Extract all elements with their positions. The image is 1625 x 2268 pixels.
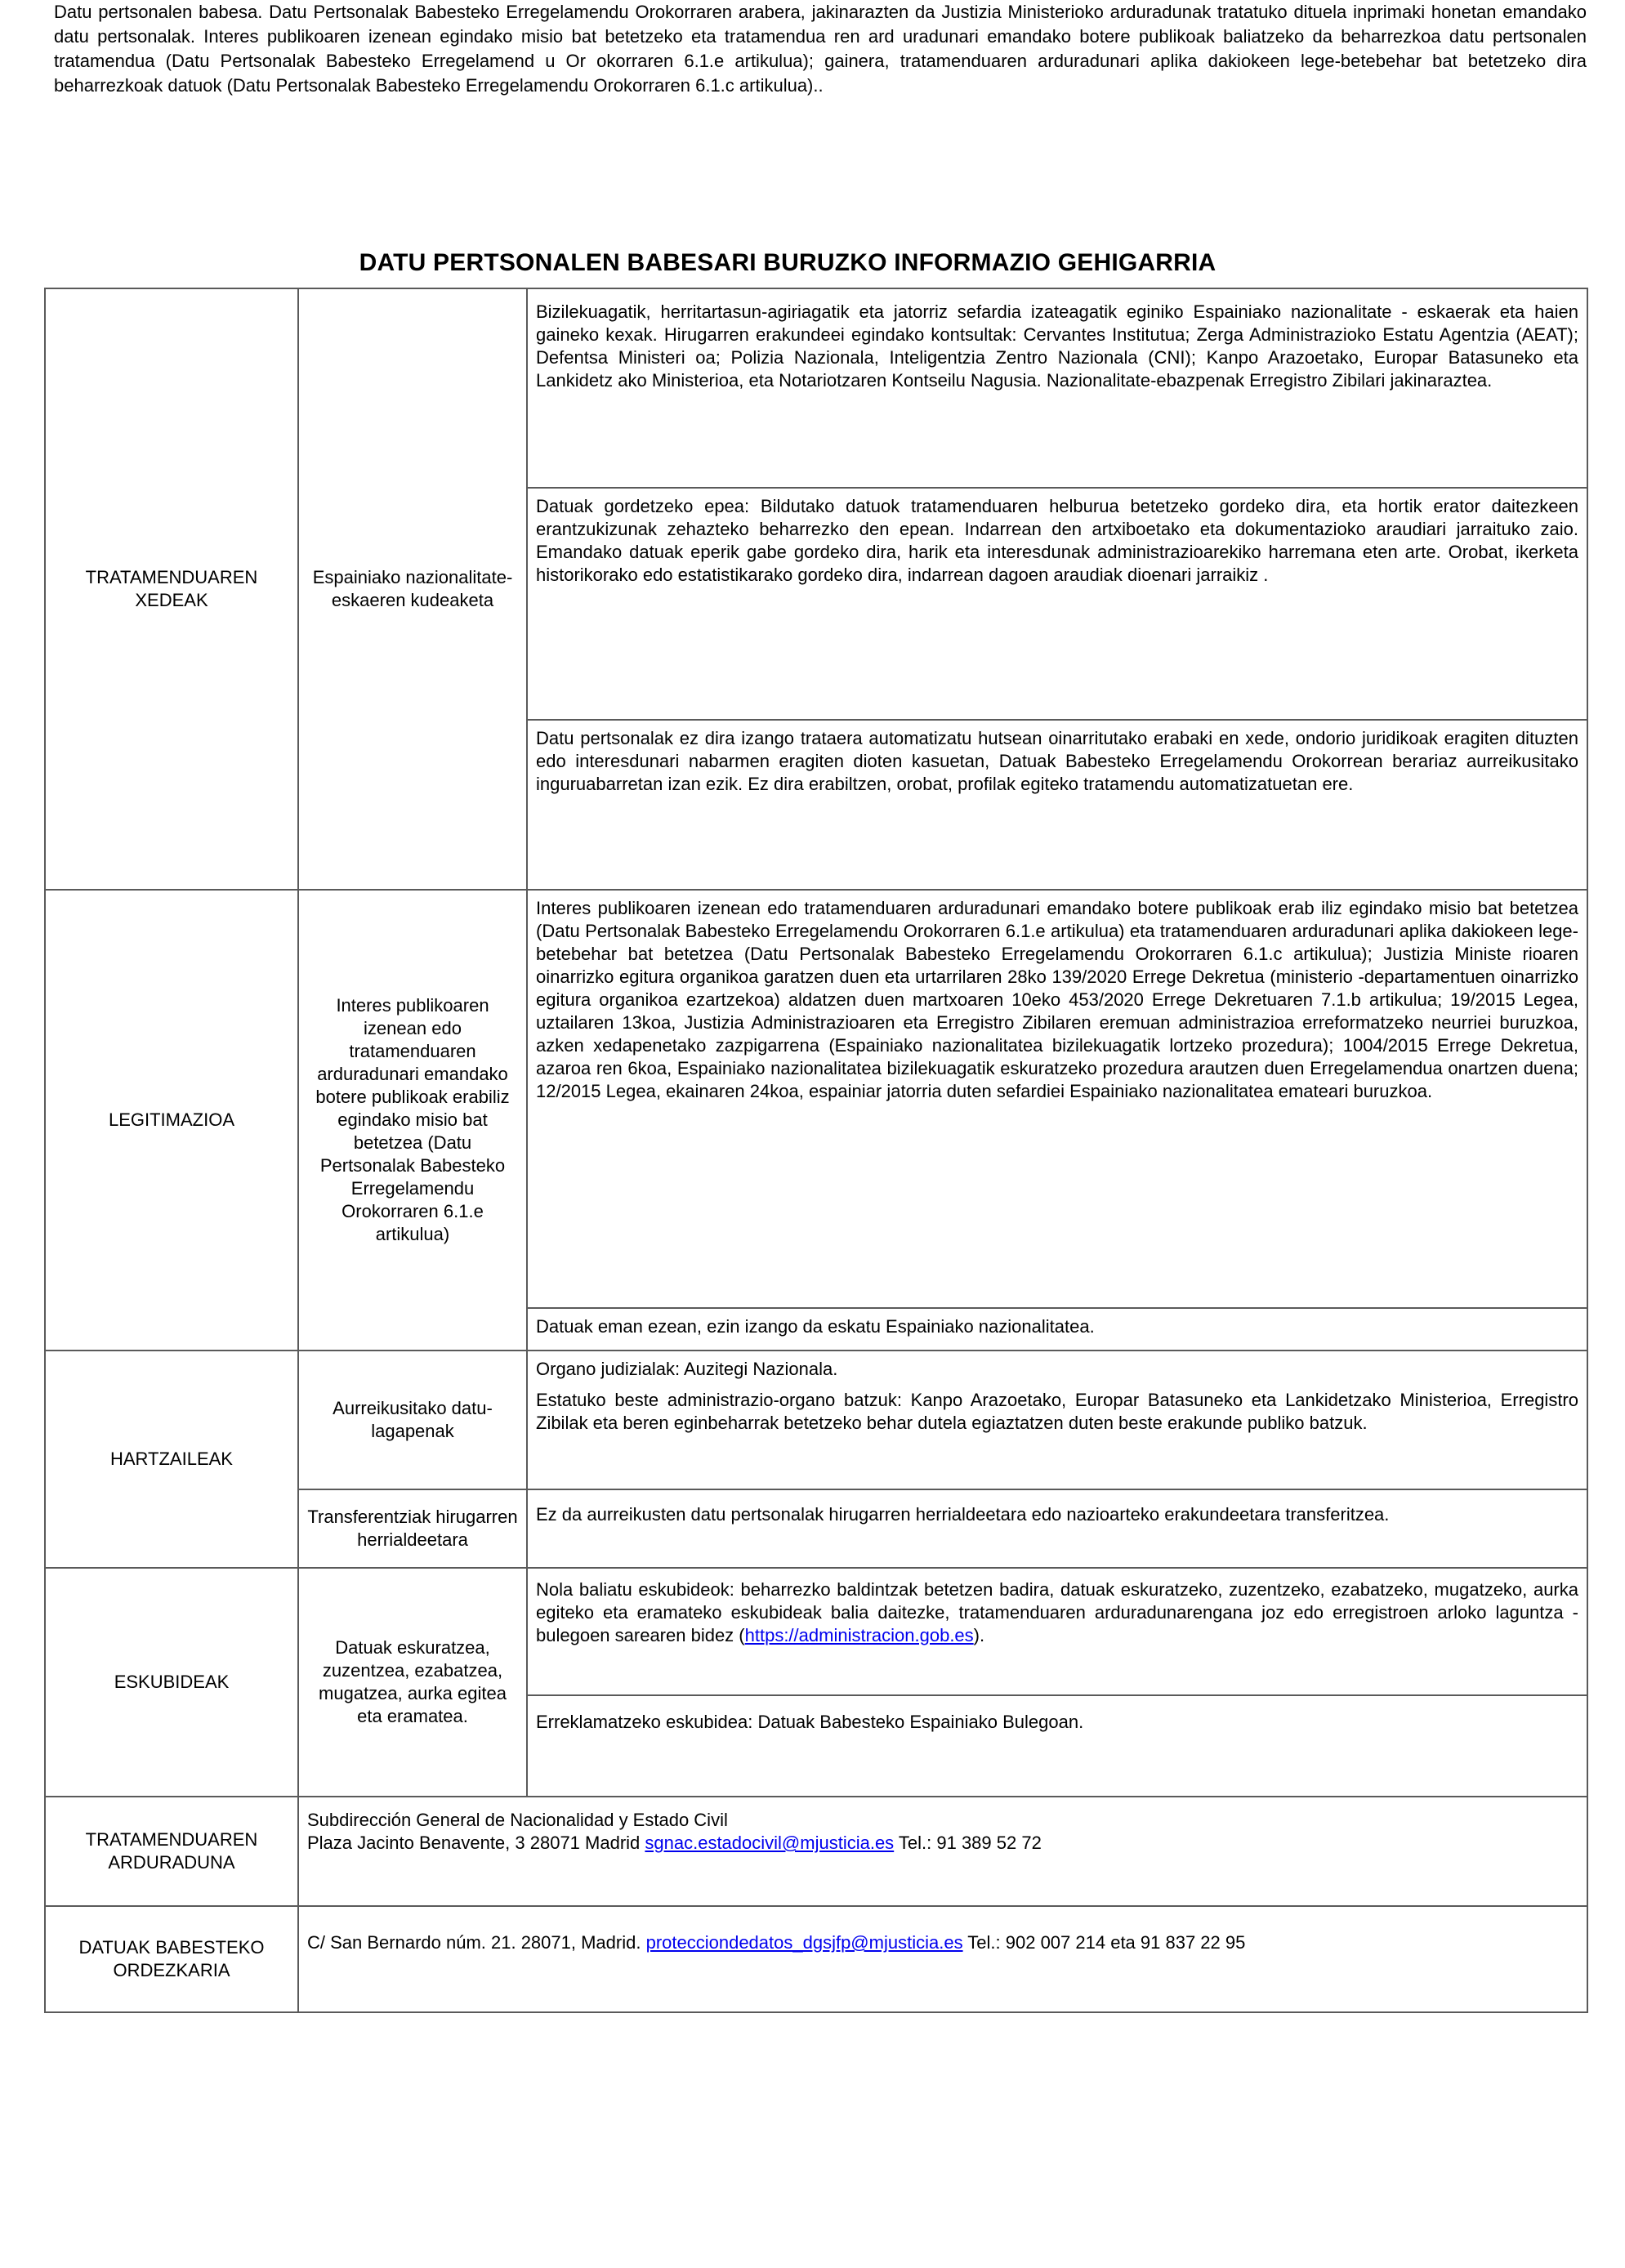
table-row	[45, 1568, 1587, 1695]
description-recipients	[527, 1351, 1587, 1489]
subcategory-international-transfers: Transferentziak hirugarren herrialdeetara	[298, 1489, 527, 1568]
category-legitimation: LEGITIMAZIOA	[45, 890, 298, 1351]
controller-address-text: Plaza Jacinto Benavente, 3 28071 Madrid	[307, 1833, 645, 1853]
controller-phone: Tel.: 91 389 52 72	[894, 1833, 1042, 1853]
retention-text: Datuak gordetzeko epea: Bildutako datuok tratamenduaren helburua betetzeko gordeko dira, eta hortik erator daitezkeen erantzukizunak zehazteko beharrezko den epean. Indarrean den artxiboetako eta dokumentazioko araudiari jarraituko zaio. Emandako datuak eperik gabe gordeko dira, harik eta interesdunak administrazioarekiko harremana eten arte. Orobat, ikerketa historikorako edo estatistikarako gordeko dira, indarrean dagoen araudiak dioenari jarraikiz .	[536, 496, 1578, 585]
description-obligation	[527, 1308, 1587, 1351]
category-rights: ESKUBIDEAK	[45, 1568, 298, 1797]
category-dpo: DATUAK BABESTEKO ORDEZKARIA	[45, 1906, 298, 2012]
subcategory-rights-list: Datuak eskuratzea, zuzentzea, ezabatzea, mugatzea, aurka egitea eta eramatea.	[298, 1568, 527, 1797]
description-controller	[298, 1797, 1587, 1906]
international-transfers-text: Ez da aurreikusten datu pertsonalak hirugarren herrialdeetara edo nazioarteko erakundeetara transferitzea.	[536, 1504, 1390, 1525]
category-purposes: TRATAMENDUAREN XEDEAK	[45, 288, 298, 890]
purposes-text: Bizilekuagatik, herritartasun-agiriagatik eta jatorriz sefardia izateagatik eginiko Espainiako nazionalitate - eskaerak eta haien gaineko kexak. Hirugarren erakundeei egindako kontsultak: Cervantes Institutua; Zerga Administrazioko Estatu Agentzia (AEAT); Defentsa Ministeri oa; Polizia Nazionala, Inteligentzia Zentro Nazionala (CNI); Kanpo Arazoetako, Europar Batasuneko eta Lankidetz ako Ministerioa, eta Notariotzaren Kontseilu Nagusia. Nazionalitate-ebazpenak Erregistro Zibilari jakinaraztea.	[536, 301, 1578, 391]
exercise-rights-text-start: Nola baliatu eskubideok: beharrezko baldintzak betetzen badira, datuak eskuratzeko, zuzentzeko, ezabatzeko, mugatzeko, aurka egiteko eta eramateko eskubideak balia daitezke, tratamenduaren arduradunarengana joz edo erregistroen arloko laguntza -bulegoen sarearen bidez (	[536, 1579, 1578, 1645]
administracion-link[interactable]: https://administracion.gob.es	[744, 1625, 974, 1645]
automated-decisions-text: Datu pertsonalak ez dira izango trataera automatizatu hutsean oinarritutako erabaki en xede, ondorio juridikoak eragiten dituzten edo interesdunari nabarmen eragiten dioten kasuetan, Datuak Babesteko Erregelamendu Orokorrean berariaz aurreikusitako inguruabarretan izan ezik. Ez dira erabiltzen, orobat, profilak egiteko tratamendu automatizatuetan ere.	[536, 728, 1578, 794]
exercise-rights-text	[536, 1578, 1578, 1647]
table-row	[45, 288, 1587, 488]
description-exercise-rights	[527, 1568, 1587, 1695]
dpo-phone: Tel.: 902 007 214 eta 91 837 22 95	[962, 1932, 1246, 1953]
table-row	[45, 1906, 1587, 2012]
intro-paragraph: Datu pertsonalen babesa. Datu Pertsonalak Babesteko Erregelamendu Orokorraren arabera, jakinarazten da Justizia Ministerioko arduradunak tratatuko dituela inprimaki honetan emandako datu pertsonalak. Interes publikoaren izenean egindako misio bat betetzeko eta tratamendua ren ard uradunari emandako botere publikoak baliatzeko da beharrezkoa datu pertsonalen tratamendua (Datu Pertsonalak Babesteko Erregelamend u Or okorraren 6.1.e artikulua); gainera, tratamenduaren arduradunari aplika dakiokeen lege-betebehar bat betetzeko dira beharrezkoak datuok (Datu Pertsonalak Babesteko Erregelamendu Orokorraren 6.1.c artikulua)..	[54, 2, 1587, 96]
description-retention	[527, 488, 1587, 720]
data-protection-table	[44, 288, 1588, 2013]
description-legal-basis	[527, 890, 1587, 1308]
recipients-administration-text: Estatuko beste administrazio-organo batzuk: Kanpo Arazoetako, Europar Batasuneko eta Lankidetzako Ministerioa, Erregistro Zibilak eta beren eginbeharrak betetzeko behar dutela egiaztatzen duten beste erakunde publiko batzuk.	[536, 1390, 1578, 1433]
legal-basis-text: Interes publikoaren izenean edo tratamenduaren arduradunari emandako botere publikoak erab iliz egindako misio bat betetzea (Datu Pertsonalak Babesteko Erregelamendu Orokorraren 6.1.e artikulua) eta tratamenduaren arduradunari aplika dakiokeen lege-betebehar bat betetzea (Datu Pertsonalak Babesteko Erregelamendu Orokorraren 6.1.c artikulua); Justizia Ministe rioaren oinarrizko egitura organikoa garatzen duen eta urtarrilaren 28ko 139/2020 Errege Dekretua (ministerio -departamentuen oinarrizko egitura organikoa ezartzekoa) aldatzen duen martxoaren 10eko 453/2020 Errege Dekretuaren 7.1.b artikulua; 19/2015 Legea, uztailaren 13koa, Justizia Administrazioaren eta Erregistro Zibilaren eremuan administrazioa erreformatzeko neurriei buruzkoa, azken xedapenetako zazpigarrena (Espainiako nazionalitatea bizilekuagatik lortzeko prozedura); 1004/2015 Errege Dekretua, azaroa ren 6koa, Espainiako nazionalitatea bizilekuagatik eskuratzeko prozedura arautzen duen Erregelamendua onartzen duena; 12/2015 Legea, ekainaren 24koa, espainiar jatorria duten sefardiei Espainiako nazionalitatea emateari buruzkoa.	[536, 898, 1578, 1101]
table-row	[45, 1351, 1587, 1489]
description-automated-decisions	[527, 720, 1587, 890]
controller-address	[307, 1832, 1578, 1855]
subcategory-data-transfers: Aurreikusitako datu-lagapenak	[298, 1351, 527, 1489]
complaint-right-text: Erreklamatzeko eskubidea: Datuak Babesteko Espainiako Bulegoan.	[536, 1712, 1084, 1732]
recipients-judicial-text: Organo judizialak: Auzitegi Nazionala.	[536, 1359, 838, 1379]
description-purposes	[527, 288, 1587, 488]
page-title: DATU PERTSONALEN BABESARI BURUZKO INFORMAZIO GEHIGARRIA	[359, 249, 1217, 276]
table-row	[45, 1797, 1587, 1906]
controller-name: Subdirección General de Nacionalidad y Estado Civil	[307, 1810, 728, 1830]
category-recipients: HARTZAILEAK	[45, 1351, 298, 1568]
description-dpo	[298, 1906, 1587, 2012]
description-international-transfers	[527, 1489, 1587, 1568]
table-row	[45, 890, 1587, 1308]
dpo-address: C/ San Bernardo núm. 21. 28071, Madrid.	[307, 1932, 646, 1953]
category-controller: TRATAMENDUAREN ARDURADUNA	[45, 1797, 298, 1906]
obligation-text: Datuak eman ezean, ezin izango da eskatu Espainiako nazionalitatea.	[536, 1316, 1095, 1337]
exercise-rights-text-end: ).	[973, 1625, 985, 1645]
description-complaint-right	[527, 1695, 1587, 1797]
dpo-email-link[interactable]: protecciondedatos_dgsjfp@mjusticia.es	[645, 1932, 963, 1953]
subcategory-legitimation-basis: Interes publikoaren izenean edo tratamenduaren arduradunari emandako botere publikoak erabiliz egindako misio bat betetzea (Datu Pertsonalak Babesteko Erregelamendu Orokorraren 6.1.e artikulua)	[298, 890, 527, 1351]
controller-email-link[interactable]: sgnac.estadocivil@mjusticia.es	[645, 1833, 895, 1853]
subcategory-nationality-management: Espainiako nazionalitate-eskaeren kudeaketa	[298, 288, 527, 890]
